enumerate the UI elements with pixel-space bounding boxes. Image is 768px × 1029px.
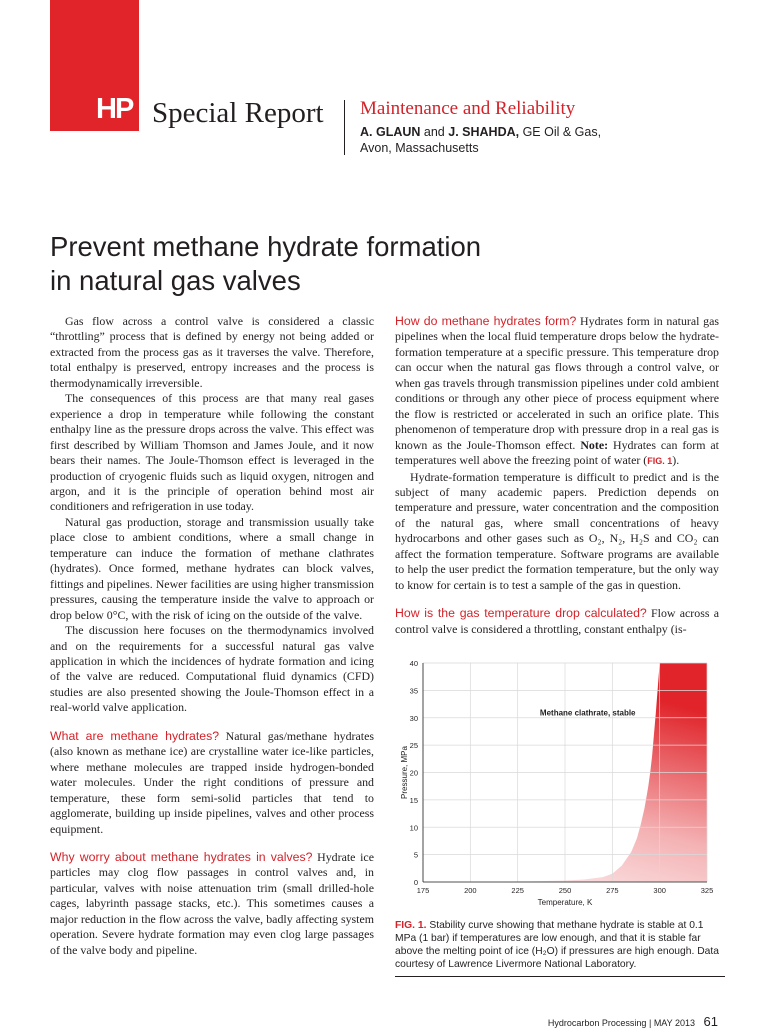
header-divider — [344, 100, 345, 155]
note-end: ). — [672, 453, 680, 468]
subhead-temperature-drop: How is the gas temperature drop calculated? — [395, 606, 647, 621]
y-tick-label: 20 — [409, 768, 418, 778]
y-tick-label: 25 — [409, 741, 418, 751]
footer-publication: Hydrocarbon Processing — [547, 1018, 647, 1028]
section-temperature-drop — [395, 606, 719, 637]
paragraph-throttling: Gas flow across a control valve is considered a classic “throttling” process that is defined by energy not being added or extracted from the process gas as it traverses the valve. Therefore, total enthalpy is preserved, entropy increases and the process is thermodynamically irreversible. — [50, 314, 374, 390]
author-2: J. SHAHDA, — [448, 125, 520, 139]
article-title-line2: in natural gas valves — [50, 265, 301, 296]
fig-1-reference[interactable]: FIG. 1 — [647, 456, 673, 467]
author-1: A. GLAUN — [360, 125, 421, 139]
article-title — [50, 230, 610, 298]
y-tick-label: 15 — [409, 795, 418, 805]
text-how-form: Hydrates form in natural gas pipelines when the local fluid temperature drops below the hydrate-formation temperature at a specific pressure. This temperature drop can occur when the natural gas flows through a control valve, or when gas travels through transmission pipelines under cold ambient conditions or through any other piece of process equipment where the flow is restricted or accelerated in such an orifice plate. This phenomenon of temperature drop with pressure drop in a real gas is known as the Joule-Thomson effect. — [395, 314, 719, 452]
methane-hydrate-chart — [395, 655, 723, 915]
note-label: Note: — [580, 437, 609, 452]
footer-date: MAY 2013 — [653, 1018, 696, 1028]
y-tick-label: 35 — [409, 686, 418, 696]
figure-caption — [395, 919, 725, 971]
hp-logo: HP — [96, 93, 133, 125]
x-axis-label: Temperature, K — [537, 898, 593, 907]
caption-label: FIG. 1. — [395, 920, 427, 931]
special-report-label: Special Report — [152, 97, 324, 129]
affiliation-line2: Avon, Massachusetts — [360, 141, 479, 155]
x-tick-label: 300 — [653, 886, 666, 895]
paragraph-discussion: The discussion here focuses on the thermodynamics involved and on the requirements for a successful natural gas valve application in which the incidences of hydrate formation and icing of the valve are reduced. Computational fluid dynamics (CFD) studies are also presented showing the Joule-Thomson effect in a real-world valve application. — [50, 623, 374, 715]
y-tick-label: 40 — [409, 659, 418, 668]
subhead-why-worry: Why worry about methane hydrates in valves? — [50, 849, 313, 864]
x-tick-label: 325 — [700, 886, 714, 895]
chart-svg — [395, 655, 723, 915]
section-how-form — [395, 314, 719, 470]
author-block — [360, 124, 660, 156]
y-axis-label: Pressure, MPa — [400, 746, 409, 799]
left-column — [50, 314, 374, 958]
annotation-stable-region: Methane clathrate, stable — [539, 708, 636, 718]
author-and: and — [423, 125, 445, 139]
caption-rule — [395, 976, 725, 977]
text-why-worry: Hydrate ice particles may clog flow passages in control valves and, in particular, valves with noise attenuation trim (small drilled-hole cages, labyrinth passage stacks, etc.). This sometimes causes a major reduction in the flow across the valve, badly affecting system operation. Severe hydrate formation may even clog large passages of the valve body and pipeline. — [50, 849, 374, 957]
paragraph-natural-gas: Natural gas production, storage and transmission usually take place close to ambient conditions, where a small change in temperature can induce the formation of methane clathrates (hydrates). Once formed, methane hydrates can block valves, fittings and pipelines. Newer facilities are using higher transmission pressures, causing the temperature inside the valve to approach or drop below 0°C, with the risk of icing on the outside of the valve. — [50, 514, 374, 622]
note-text: Hydrates can form at temperatures well above the freezing point of water ( — [395, 437, 719, 468]
caption-text: Stability curve showing that methane hydrate is stable at 0.1 MPa (1 bar) if temperatures are low enough, and that it is stable far above the melting point of ice (H₂O) if pressures are high enough. Data courtesy of Lawrence Livermore National Laboratory. — [395, 920, 719, 970]
page-footer — [0, 1014, 718, 1029]
subhead-what-are-hydrates: What are methane hydrates? — [50, 728, 220, 743]
affiliation-line1: GE Oil & Gas, — [522, 125, 602, 139]
y-tick-label: 5 — [413, 850, 418, 860]
x-tick-label: 200 — [464, 886, 477, 895]
y-tick-label: 0 — [413, 878, 418, 887]
section-title: Maintenance and Reliability — [360, 98, 576, 119]
right-column — [395, 314, 719, 637]
article-title-line1: Prevent methane hydrate formation — [50, 231, 482, 262]
paragraph-consequences: The consequences of this process are that many real gases experience a drop in temperature while following the constant enthalpy line as the pressure drops across the valve. This effect was first described by William Thomson and James Joule, and it now bears their names. The Joule-Thomson effect is leveraged in the production of cryogenic fluids such as liquid oxygen, nitrogen and argon, and it is the principle of operation behind most air conditioners and refrigeration in use today. — [50, 391, 374, 514]
y-tick-label: 10 — [409, 823, 418, 833]
x-tick-label: 175 — [416, 886, 430, 895]
subhead-how-form: How do methane hydrates form? — [395, 314, 577, 328]
x-tick-label: 225 — [511, 886, 524, 895]
x-tick-label: 275 — [606, 886, 619, 895]
section-what-are-hydrates — [50, 729, 374, 837]
y-tick-label: 30 — [409, 713, 418, 723]
text-what-are-hydrates: Natural gas/methane hydrates (also known as methane ice) are crystalline water ice-like particles, where methane molecules are trapped inside hydrogen-bonded water molecules. Under the right conditions of pressure and temperature, these form semi-solid particles that tend to agglomerate, building up inside pipelines, valves and other process equipment. — [50, 728, 374, 836]
text-temperature-drop: Flow across a control valve is considered a throttling, constant enthalpy (is- — [395, 606, 719, 636]
footer-separator: | — [648, 1018, 652, 1028]
section-why-worry — [50, 850, 374, 958]
page-number: 61 — [703, 1014, 718, 1029]
paragraph-formation-temperature: Hydrate-formation temperature is difficult to predict and is the subject of many academic papers. Prediction depends on temperature and pressure, water concentration and the composition of the natural gas, where small concentrations of heavy hydrocarbons and other gases such as O₂, N₂, H₂S and CO₂ can affect the formation temperature. Software programs are available to help the user predict the formation temperature, but the only way to know for certain is to test a sample of the gas in question. — [395, 469, 719, 592]
x-tick-label: 250 — [558, 886, 572, 895]
